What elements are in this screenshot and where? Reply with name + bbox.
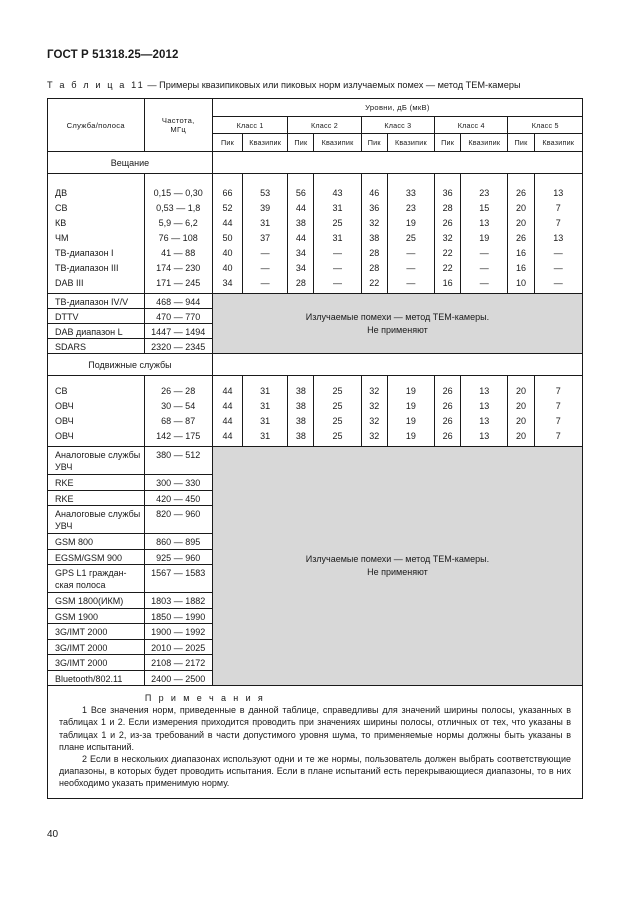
row-service: 3G/IMT 2000: [48, 655, 145, 671]
row-frequency: 820 — 960: [144, 506, 212, 534]
row-service: DTTV: [48, 309, 145, 324]
row-service: СВ: [48, 376, 145, 400]
row-frequency: 1567 — 1583: [144, 565, 212, 593]
row-value: 22: [361, 276, 387, 294]
row-value: 26: [435, 414, 461, 429]
row-value: —: [461, 246, 508, 261]
row-value: 31: [243, 429, 288, 447]
row-value: 15: [461, 201, 508, 216]
row-value: 20: [508, 399, 534, 414]
row-frequency: 468 — 944: [144, 294, 212, 309]
row-value: 25: [387, 231, 434, 246]
row-value: 32: [361, 376, 387, 400]
row-service: ОВЧ: [48, 429, 145, 447]
subheader-peak-class-2: Пик: [288, 134, 314, 152]
row-value: 33: [387, 174, 434, 202]
table-row: [48, 447, 583, 475]
row-frequency: 1900 — 1992: [144, 624, 212, 640]
row-service: Bluetooth/802.11: [48, 670, 145, 686]
row-frequency: 1850 — 1990: [144, 608, 212, 624]
row-value: 25: [314, 414, 361, 429]
row-value: 13: [461, 429, 508, 447]
page-number: 40: [47, 829, 59, 840]
row-value: 26: [435, 399, 461, 414]
row-frequency: 1447 — 1494: [144, 324, 212, 339]
row-value: 19: [387, 216, 434, 231]
row-value: 38: [288, 414, 314, 429]
row-value: 20: [508, 429, 534, 447]
row-value: 44: [288, 231, 314, 246]
row-frequency: 26 — 28: [144, 376, 212, 400]
row-value: 66: [212, 174, 242, 202]
row-value: 28: [288, 276, 314, 294]
table-row: [48, 261, 583, 276]
row-value: 34: [288, 261, 314, 276]
subheader-peak-class-5: Пик: [508, 134, 534, 152]
row-value: 19: [387, 376, 434, 400]
row-frequency: 470 — 770: [144, 309, 212, 324]
row-frequency: 1803 — 1882: [144, 593, 212, 609]
row-frequency: 5,9 — 6,2: [144, 216, 212, 231]
row-value: 31: [243, 414, 288, 429]
class-header-2: Класс 2: [288, 117, 361, 134]
col-header-frequency-l1: Частота,: [161, 116, 195, 125]
row-frequency: 171 — 245: [144, 276, 212, 294]
row-value: 43: [314, 174, 361, 202]
group-mobile: [48, 354, 583, 376]
row-value: —: [314, 246, 361, 261]
row-frequency: 2400 — 2500: [144, 670, 212, 686]
table-row: [48, 414, 583, 429]
class-header-5: Класс 5: [508, 117, 583, 134]
notes-title: П р и м е ч а н и я: [144, 693, 266, 703]
row-service: EGSM/GSM 900: [48, 549, 145, 565]
row-value: 7: [534, 216, 582, 231]
row-service: 3G/IMT 2000: [48, 639, 145, 655]
row-value: 40: [212, 246, 242, 261]
row-value: 38: [288, 216, 314, 231]
row-value: 38: [288, 376, 314, 400]
row-value: 25: [314, 399, 361, 414]
row-value: 52: [212, 201, 242, 216]
row-value: —: [243, 246, 288, 261]
row-value: —: [387, 246, 434, 261]
row-value: —: [534, 261, 582, 276]
table-row: [48, 174, 583, 202]
row-frequency: 300 — 330: [144, 475, 212, 491]
row-frequency: 68 — 87: [144, 414, 212, 429]
row-value: 23: [461, 174, 508, 202]
row-value: 32: [361, 399, 387, 414]
row-service: КВ: [48, 216, 145, 231]
row-value: 44: [288, 201, 314, 216]
table-caption-prefix: Т а б л и ц а 11: [47, 80, 145, 90]
not-applicable-broadcast: [212, 294, 582, 354]
row-value: 31: [243, 216, 288, 231]
subheader-qpeak-class-2: Квазипик: [314, 134, 361, 152]
row-value: 19: [387, 429, 434, 447]
table-row: [48, 399, 583, 414]
table-row: [48, 231, 583, 246]
row-value: 13: [534, 231, 582, 246]
subheader-peak-class-3: Пик: [361, 134, 387, 152]
col-header-frequency: [144, 99, 212, 152]
group-mobile-spacer: [212, 354, 582, 376]
row-frequency: 925 — 960: [144, 549, 212, 565]
row-service: ДВ: [48, 174, 145, 202]
row-frequency: 860 — 895: [144, 534, 212, 550]
group-broadcast: [48, 152, 583, 174]
row-value: —: [243, 261, 288, 276]
row-service: DAB диапазон L: [48, 324, 145, 339]
row-value: —: [461, 276, 508, 294]
row-value: 39: [243, 201, 288, 216]
row-value: 40: [212, 261, 242, 276]
class-header-3: Класс 3: [361, 117, 434, 134]
row-value: 20: [508, 414, 534, 429]
subheader-peak-class-4: Пик: [435, 134, 461, 152]
table-row: [48, 376, 583, 400]
row-value: 46: [361, 174, 387, 202]
row-service: ТВ-диапазон III: [48, 261, 145, 276]
row-value: 10: [508, 276, 534, 294]
table-row: [48, 429, 583, 447]
row-value: 44: [212, 376, 242, 400]
note-1: 1 Все значения норм, приведенные в данной таблице, справедливы для значений ширины полосы, указанных в таблицах 1 и 2. Если измерения приходится проводить при значениях ширины полосы, отличных от тех, что указаны в таблицах 1 и 2, из-за требований в части допустимого уровня шума, то применяемые нормы должны быть указаны в плане испытаний.: [59, 705, 571, 752]
row-frequency: 2010 — 2025: [144, 639, 212, 655]
row-frequency: 2108 — 2172: [144, 655, 212, 671]
group-broadcast-label: Вещание: [48, 152, 213, 174]
row-value: —: [461, 261, 508, 276]
row-service: GSM 1800(ИКМ): [48, 593, 145, 609]
col-header-service: Служба/полоса: [48, 99, 145, 152]
row-value: 31: [314, 231, 361, 246]
row-value: 13: [461, 376, 508, 400]
limits-table-body: [48, 152, 583, 686]
row-value: —: [243, 276, 288, 294]
row-value: 56: [288, 174, 314, 202]
row-value: —: [314, 261, 361, 276]
row-frequency: 30 — 54: [144, 399, 212, 414]
row-value: 36: [435, 174, 461, 202]
row-value: 20: [508, 216, 534, 231]
not-applicable-mobile-line1: Излучаемые помехи — метод ТЕМ-камеры.: [305, 554, 490, 564]
row-value: 28: [361, 261, 387, 276]
document-header: ГОСТ Р 51318.25—2012: [47, 49, 179, 61]
row-value: —: [314, 276, 361, 294]
row-value: 22: [435, 246, 461, 261]
row-value: —: [387, 276, 434, 294]
row-service: ОВЧ: [48, 414, 145, 429]
note-2: 2 Если в нескольких диапазонах используют одни и те же нормы, пользователь должен выбрать соответствующие диапазоны, в которых будет проводить испытания. Если в плане испытаний есть перекрывающиеся диапазоны, то в них необходимо указать применимую норму.: [59, 754, 571, 789]
row-value: 28: [361, 246, 387, 261]
row-value: 32: [361, 216, 387, 231]
class-header-1: Класс 1: [212, 117, 287, 134]
row-value: 20: [508, 376, 534, 400]
subheader-qpeak-class-1: Квазипик: [243, 134, 288, 152]
row-service: DAB III: [48, 276, 145, 294]
row-value: 26: [508, 174, 534, 202]
row-value: 44: [212, 414, 242, 429]
row-value: 13: [461, 414, 508, 429]
notes-cell: [48, 686, 583, 799]
row-value: 38: [361, 231, 387, 246]
row-value: 38: [288, 399, 314, 414]
row-service: GSM 1900: [48, 608, 145, 624]
col-header-frequency-l2: МГц: [170, 125, 187, 134]
row-value: 20: [508, 201, 534, 216]
row-value: 32: [435, 231, 461, 246]
row-value: 31: [243, 376, 288, 400]
subheader-qpeak-class-5: Квазипик: [534, 134, 582, 152]
row-value: 13: [534, 174, 582, 202]
table-caption: [47, 80, 521, 90]
row-value: —: [534, 246, 582, 261]
row-frequency: 380 — 512: [144, 447, 212, 475]
table-row: [48, 246, 583, 261]
table-caption-text: — Примеры квазипиковых или пиковых норм излучаемых помех — метод ТЕМ-камеры: [144, 80, 521, 90]
row-value: 31: [243, 399, 288, 414]
row-service: RKE: [48, 490, 145, 506]
row-value: 7: [534, 399, 582, 414]
row-frequency: 420 — 450: [144, 490, 212, 506]
limits-table: [47, 98, 583, 799]
row-frequency: 0,15 — 0,30: [144, 174, 212, 202]
not-applicable-broadcast-line2: Не применяют: [367, 324, 428, 335]
table-row: [48, 276, 583, 294]
row-value: 26: [435, 376, 461, 400]
not-applicable-mobile-line2: Не применяют: [367, 567, 428, 577]
table-row: [48, 201, 583, 216]
row-value: 26: [508, 231, 534, 246]
row-value: 22: [435, 261, 461, 276]
class-header-4: Класс 4: [435, 117, 508, 134]
row-value: 7: [534, 414, 582, 429]
row-value: 32: [361, 414, 387, 429]
col-header-levels: Уровни, дБ (мкВ): [212, 99, 582, 117]
row-value: 7: [534, 376, 582, 400]
row-value: 26: [435, 216, 461, 231]
group-mobile-label: Подвижные службы: [48, 354, 213, 376]
row-service: GSM 800: [48, 534, 145, 550]
subheader-qpeak-class-4: Квазипик: [461, 134, 508, 152]
row-service: ОВЧ: [48, 399, 145, 414]
table-row: [48, 294, 583, 309]
row-value: 38: [288, 429, 314, 447]
group-broadcast-spacer: [212, 152, 582, 174]
subheader-qpeak-class-3: Квазипик: [387, 134, 434, 152]
row-value: 44: [212, 429, 242, 447]
row-service: 3G/IMT 2000: [48, 624, 145, 640]
row-frequency: 2320 — 2345: [144, 339, 212, 354]
row-value: —: [534, 276, 582, 294]
row-frequency: 174 — 230: [144, 261, 212, 276]
row-value: 16: [508, 246, 534, 261]
row-value: 25: [314, 376, 361, 400]
limits-table-container: [47, 98, 583, 799]
row-value: 13: [461, 216, 508, 231]
row-value: 34: [212, 276, 242, 294]
row-service: RKE: [48, 475, 145, 491]
row-service: ТВ-диапазон IV/V: [48, 294, 145, 309]
row-service: Аналоговые службы УВЧ: [48, 447, 145, 475]
row-value: 50: [212, 231, 242, 246]
row-value: 26: [435, 429, 461, 447]
row-value: 19: [387, 414, 434, 429]
row-value: 34: [288, 246, 314, 261]
row-value: 31: [314, 201, 361, 216]
row-service: SDARS: [48, 339, 145, 354]
row-frequency: 41 — 88: [144, 246, 212, 261]
row-frequency: 0,53 — 1,8: [144, 201, 212, 216]
row-value: 36: [361, 201, 387, 216]
row-value: 28: [435, 201, 461, 216]
row-value: 19: [387, 399, 434, 414]
row-value: 23: [387, 201, 434, 216]
row-value: 7: [534, 201, 582, 216]
not-applicable-broadcast-line1: Излучаемые помехи — метод ТЕМ-камеры.: [305, 311, 490, 322]
row-value: 7: [534, 429, 582, 447]
row-value: 44: [212, 216, 242, 231]
row-service: СВ: [48, 201, 145, 216]
row-value: —: [387, 261, 434, 276]
row-value: 37: [243, 231, 288, 246]
row-service: Аналоговые службы УВЧ: [48, 506, 145, 534]
row-value: 25: [314, 429, 361, 447]
row-value: 16: [435, 276, 461, 294]
row-value: 32: [361, 429, 387, 447]
row-frequency: 142 — 175: [144, 429, 212, 447]
row-value: 16: [508, 261, 534, 276]
row-value: 44: [212, 399, 242, 414]
row-value: 19: [461, 231, 508, 246]
not-applicable-mobile: [212, 447, 582, 686]
row-service: ЧМ: [48, 231, 145, 246]
table-row: [48, 216, 583, 231]
row-service: ТВ-диапазон I: [48, 246, 145, 261]
row-value: 13: [461, 399, 508, 414]
subheader-peak-class-1: Пик: [212, 134, 242, 152]
row-value: 25: [314, 216, 361, 231]
row-frequency: 76 — 108: [144, 231, 212, 246]
row-service: GPS L1 граждан-ская полоса: [48, 565, 145, 593]
row-value: 53: [243, 174, 288, 202]
